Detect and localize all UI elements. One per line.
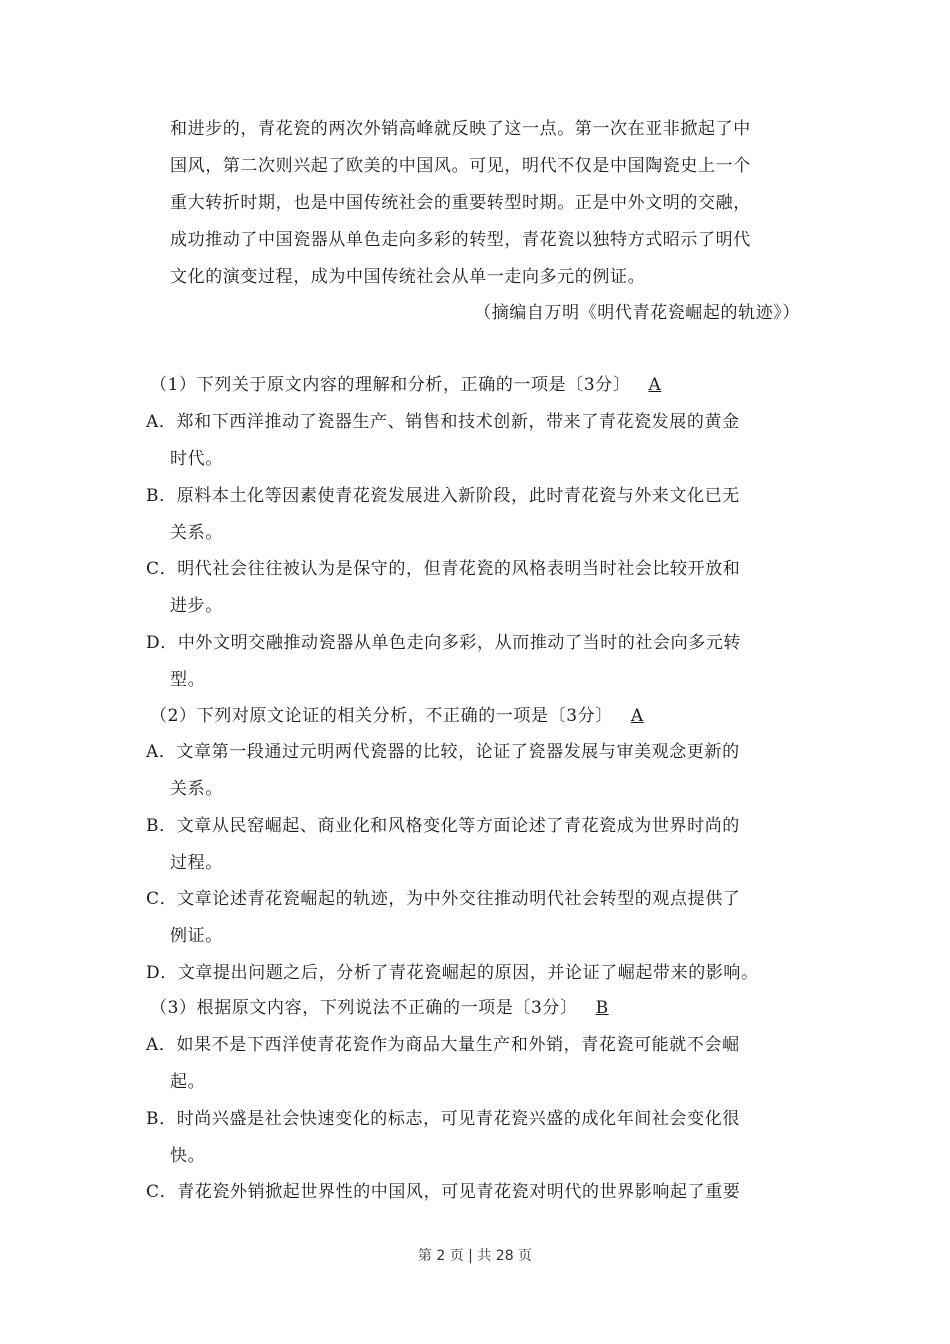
option-b-cont: 关系。 [170, 523, 223, 543]
option-c: C．文章论述青花瓷崛起的轨迹，为中外交往推动明代社会转型的观点提供了 [146, 889, 741, 909]
answer-blank: A [648, 375, 662, 395]
question-stem-1 [150, 374, 672, 396]
option-a: A．郑和下西洋推动了瓷器生产、销售和技术创新，带来了青花瓷发展的黄金 [146, 412, 740, 432]
question-stem-text: （2）下列对原文论证的相关分析，不正确的一项是〔3分〕 [150, 706, 613, 726]
passage-line: 文化的演变过程，成为中国传统社会从单一走向多元的例证。 [170, 267, 646, 287]
page-number: 第 2 页 | 共 28 页 [417, 1248, 533, 1264]
option-b: B．原料本土化等因素使青花瓷发展进入新阶段，此时青花瓷与外来文化已无 [146, 486, 740, 506]
passage-line: 国风，第二次则兴起了欧美的中国风。可见，明代不仅是中国陶瓷史上一个 [170, 156, 751, 176]
option-b: B．文章从民窑崛起、商业化和风格变化等方面论述了青花瓷成为世界时尚的 [146, 816, 740, 836]
passage-line: 和进步的，青花瓷的两次外销高峰就反映了这一点。第一次在亚非掀起了中 [170, 119, 751, 139]
option-b: B．时尚兴盛是社会快速变化的标志，可见青花瓷兴盛的成化年间社会变化很 [146, 1109, 740, 1129]
option-c-cont: 例证。 [170, 926, 223, 946]
passage-line: 重大转折时期，也是中国传统社会的重要转型时期。正是中外文明的交融， [170, 193, 751, 213]
option-d: D．中外文明交融推动瓷器从单色走向多彩，从而推动了当时的社会向多元转 [146, 633, 742, 653]
answer-blank: A [630, 706, 644, 726]
option-d: D．文章提出问题之后，分析了青花瓷崛起的原因，并论证了崛起带来的影响。 [146, 963, 759, 983]
question-stem-2 [150, 705, 655, 727]
option-c-cont: 进步。 [170, 596, 223, 616]
option-b-cont: 过程。 [170, 853, 223, 873]
option-a: A．文章第一段通过元明两代瓷器的比较，论证了瓷器发展与审美观念更新的 [146, 742, 740, 762]
question-stem-text: （1）下列关于原文内容的理解和分析，正确的一项是〔3分〕 [150, 375, 631, 395]
question-stem-3 [150, 997, 620, 1019]
passage-line: 成功推动了中国瓷器从单色走向多彩的转型，青花瓷以独特方式昭示了明代 [170, 230, 751, 250]
option-b-cont: 快。 [170, 1146, 206, 1166]
question-stem-text: （3）根据原文内容，下列说法不正确的一项是〔3分〕 [150, 998, 578, 1018]
passage-source: （摘编自万明《明代青花瓷崛起的轨迹》） [474, 303, 800, 323]
option-a: A．如果不是下西洋使青花瓷作为商品大量生产和外销，青花瓷可能就不会崛 [146, 1035, 740, 1055]
option-c: C．明代社会往往被认为是保守的，但青花瓷的风格表明当时社会比较开放和 [146, 559, 741, 579]
answer-blank: B [595, 998, 609, 1018]
option-a-cont: 起。 [170, 1072, 206, 1092]
option-d-cont: 型。 [170, 670, 206, 690]
option-a-cont: 关系。 [170, 779, 223, 799]
option-c: C．青花瓷外销掀起世界性的中国风，可见青花瓷对明代的世界影响起了重要 [146, 1182, 741, 1202]
option-a-cont: 时代。 [170, 449, 223, 469]
